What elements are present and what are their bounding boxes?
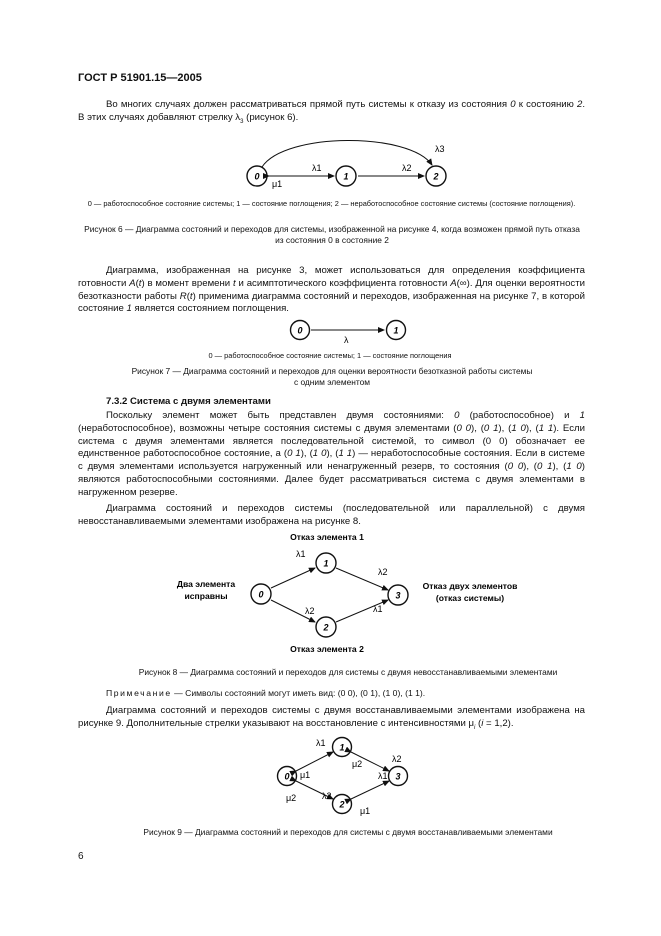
- fig9-label-mu1-bottom: μ1: [360, 806, 371, 816]
- figure-9-diagram: [264, 734, 424, 816]
- fig9-node-2-label: 2: [339, 799, 345, 810]
- fig8-left-label-line-1: Два элемента: [176, 579, 236, 589]
- figure-8-diagram: [160, 530, 530, 658]
- figure-7-legend: 0 — работоспособное состояние системы; 1 — состояние поглощения: [208, 351, 452, 360]
- fig8-label-2-3: λ1: [373, 604, 383, 614]
- paragraph-1: Во многих случаях должен рассматриваться прямой путь системы к отказу из состояния 0 к состоянию 2. В этих случаях добавляют стрелку $\lambda_3$ (рисунок 6).: [78, 99, 586, 125]
- fig9-label-mu1-left: μ1: [300, 770, 311, 780]
- fig6-label-lambda1: λ1: [312, 163, 322, 173]
- paragraph-5: Диаграмма состояний и переходов системы с двумя восстанавливаемыми элементами изображена на рисунке 9. Дополнительные стрелки указывают на восстановление с интенсивностями $\mu_i$ (i = 1,2).: [78, 705, 585, 731]
- fig9-edge-2-3: [351, 781, 389, 799]
- paragraph-2: Диаграмма, изображенная на рисунке 3, может использоваться для определения коэффициента готовности A(t) в момент времени t и асимптотического коэффициента готовности A(∞). Для оценки вероятности безотказности работы R(t) применима диаграмма состояний и переходов, изображенная на рисунке 7, в которой состояние 1 является состоянием поглощения.: [78, 265, 585, 315]
- figure-7-caption: [84, 366, 580, 388]
- document-header: ГОСТ Р 51901.15—2005: [78, 72, 202, 84]
- fig7-label-lambda: λ: [344, 335, 349, 345]
- fig9-label-lambda1-top: λ1: [316, 738, 326, 748]
- fig9-edge-0-1: [296, 752, 333, 771]
- fig9-node-1-label: 1: [339, 742, 345, 753]
- fig8-left-label-line-2: исправны: [184, 591, 228, 601]
- fig9-label-lambda1-right: λ1: [378, 771, 388, 781]
- fig9-label-mu2-left: μ2: [286, 793, 297, 803]
- fig6-node-0-label: 0: [254, 171, 260, 182]
- figure-7-caption-line-2: с одним элементом: [293, 377, 371, 387]
- note-prefix: Примечание: [106, 688, 172, 698]
- fig9-label-lambda2-bottom: λ2: [322, 791, 332, 801]
- fig8-node-1-label: 1: [323, 558, 329, 569]
- note-text: — Символы состояний могут иметь вид: (0 0), (0 1), (1 0), (1 1).: [174, 688, 426, 698]
- figure-6-diagram: [230, 136, 460, 192]
- section-heading: 7.3.2 Система с двумя элементами: [106, 396, 271, 407]
- fig9-node-0-label: 0: [284, 771, 290, 782]
- figure-6-legend: 0 — работоспособное состояние системы; 1 — состояние поглощения; 2 — неработоспособное состояние системы (состояние поглощения).: [87, 199, 576, 208]
- figure-7-caption-line-1: Рисунок 7 — Диаграмма состояний и переходов для оценки вероятности безотказной работы системы: [131, 366, 533, 376]
- fig7-node-1-label: 1: [393, 325, 399, 336]
- paragraph-4: Диаграмма состояний и переходов системы (последовательной или параллельной) с двумя невосстанавливаемыми элементами изображена на рисунке 8.: [78, 503, 585, 527]
- fig6-label-mu1: μ1: [272, 179, 283, 189]
- fig8-right-label-line-2: (отказ системы): [435, 593, 505, 603]
- fig9-label-mu2-center: μ2: [352, 759, 363, 769]
- fig6-label-lambda2: λ2: [402, 163, 412, 173]
- paragraph-3: Поскольку элемент может быть представлен двумя состояниями: 0 (работоспособное) и 1 (неработоспособное), возможны четыре состояния системы с двумя элементами (0 0), (0 1), (1 0), (1 1). Если система с двумя элементами является последовательной системой, то символ (0 0) обозначает ее единственное работоспособное состояние, а (0 1), (1 0), (1 1) — неработоспособные состояния. Если в системе с двумя элементами используется нагруженный или ненагруженный резерв, то состояния (0 0), (0 1), (1 0) являются работоспособными состояниями. Далее будет рассматриваться система с двумя элементами в нагруженном резерве.: [78, 410, 585, 498]
- figure-8-caption: Рисунок 8 — Диаграмма состояний и переходов для системы с двумя невосстанавливаемыми элементами: [138, 667, 558, 677]
- figure-7-diagram: [286, 316, 416, 346]
- fig6-node-1-label: 1: [343, 171, 349, 182]
- fig8-node-2-label: 2: [323, 622, 329, 633]
- note: [106, 688, 425, 698]
- fig8-label-1-3: λ2: [378, 567, 388, 577]
- fig8-node-3-label: 3: [395, 590, 401, 601]
- fig6-label-lambda3: λ3: [435, 144, 445, 154]
- fig7-node-0-label: 0: [297, 325, 303, 336]
- fig8-edge-0-1: [271, 568, 315, 588]
- fig8-top-label: Отказ элемента 1: [290, 532, 364, 542]
- fig9-label-lambda2-right: λ2: [392, 754, 402, 764]
- fig8-node-0-label: 0: [258, 589, 264, 600]
- fig6-node-2-label: 2: [433, 171, 439, 182]
- figure-6-caption: Рисунок 6 — Диаграмма состояний и переходов для системы, изображенной на рисунке 4, когда возможен прямой путь отказа из состояния 0 в состояние 2: [84, 224, 580, 245]
- fig8-bottom-label: Отказ элемента 2: [290, 644, 364, 654]
- page-number: 6: [78, 851, 84, 862]
- fig9-node-3-label: 3: [395, 771, 401, 782]
- figure-9-caption: Рисунок 9 — Диаграмма состояний и переходов для системы с двумя восстанавливаемыми элементами: [143, 827, 553, 837]
- fig8-label-0-2: λ2: [305, 606, 315, 616]
- fig8-right-label-line-1: Отказ двух элементов: [422, 581, 518, 591]
- fig8-label-0-1: λ1: [296, 549, 306, 559]
